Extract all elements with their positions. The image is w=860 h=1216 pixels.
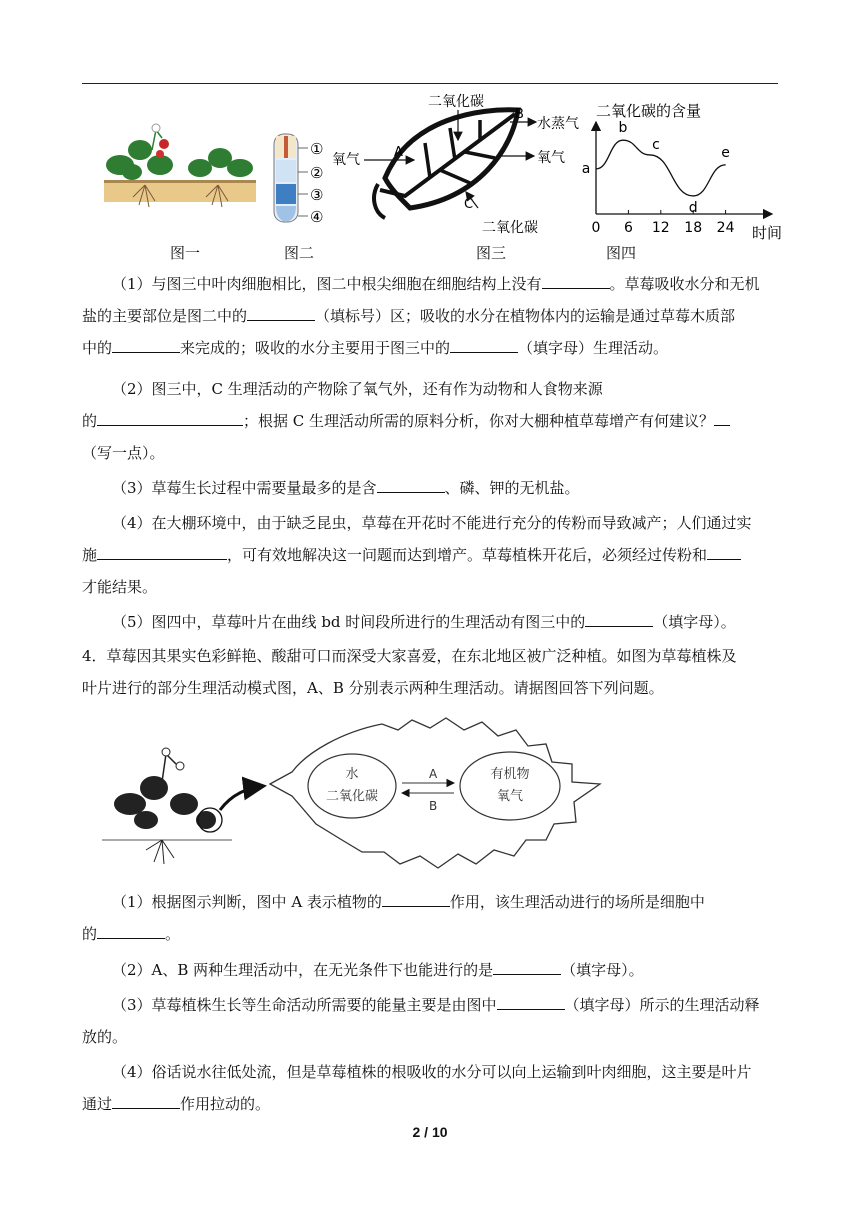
x-tick-label: 18 bbox=[684, 220, 703, 236]
figure-4-co2-chart bbox=[576, 92, 792, 244]
q4-p4-text-c: 作用拉动的。 bbox=[180, 1095, 271, 1113]
q4-p1-text-a: （1）根据图示判断，图中 A 表示植物的 bbox=[112, 893, 382, 911]
page-number: 2 / 10 bbox=[412, 1124, 448, 1140]
header-rule bbox=[82, 83, 778, 84]
a-label: A bbox=[394, 145, 403, 160]
answer-blank[interactable] bbox=[707, 543, 741, 560]
q4-p3-text-a: （3）草莓植株生长等生命活动所需要的能量主要是由图中 bbox=[112, 996, 497, 1014]
answer-blank[interactable] bbox=[112, 336, 180, 353]
q4-part4-line2 bbox=[82, 1088, 778, 1120]
water-vapor-label: 水蒸气 bbox=[537, 116, 579, 132]
co2-top-label: 二氧化碳 bbox=[428, 94, 484, 110]
answer-blank[interactable] bbox=[247, 304, 315, 321]
oxygen-right-label: 氧气 bbox=[537, 150, 565, 166]
co2-curve bbox=[596, 140, 726, 196]
q3-p1-text-b: 。草莓吸收水分和无机 bbox=[609, 275, 760, 293]
q3-p3-text-a: （3）草莓生长过程中需要量最多的是含 bbox=[112, 479, 377, 497]
answer-blank[interactable] bbox=[112, 1092, 180, 1109]
chart-title: 二氧化碳的含量 bbox=[596, 102, 702, 120]
q3-part2 bbox=[82, 373, 778, 405]
oxygen-label: 氧气 bbox=[496, 789, 524, 804]
q3-p4-text-d: 才能结果。 bbox=[82, 578, 158, 596]
curve-point-label-e: e bbox=[721, 144, 730, 161]
q4-intro-line2: 叶片进行的部分生理活动模式图，A、B 分别表示两种生理活动。请据图回答下列问题。 bbox=[82, 679, 664, 697]
q4-part3 bbox=[82, 989, 778, 1021]
curve-point-label-a: a bbox=[581, 160, 591, 177]
q3-p2-text-d: （写一点）。 bbox=[82, 444, 165, 462]
q4-p2-text-a: （2）A、B 两种生理活动中，在无光条件下也能进行的是 bbox=[112, 961, 494, 979]
answer-blank[interactable] bbox=[377, 476, 445, 493]
q4-part2 bbox=[82, 954, 778, 986]
q3-p1-text-d: （填标号）区；吸收的水分在植物体内的运输是通过草莓木质部 bbox=[315, 307, 736, 325]
answer-blank[interactable] bbox=[585, 610, 653, 627]
oxygen-left-label: 氧气 bbox=[332, 152, 360, 168]
q3-part2-line2 bbox=[82, 405, 778, 437]
q3-p1-text-e: 中的 bbox=[82, 339, 113, 357]
q3-p4-text-a: （4）在大棚环境中，由于缺乏昆虫，草莓在开花时不能进行充分的传粉而导致减产；人们通过实 bbox=[112, 514, 752, 532]
arrow-a-label: A bbox=[429, 767, 438, 781]
q4-p4-text-a: （4）俗话说水往低处流，但是草莓植株的根吸收的水分可以向上运输到叶肉细胞，这主要是叶片 bbox=[112, 1063, 752, 1081]
figure-3-leaf-diagram bbox=[330, 88, 590, 238]
x-tick-label: 24 bbox=[716, 220, 735, 236]
q3-p1-text-c: 盐的主要部位是图二中的 bbox=[82, 307, 248, 325]
q3-p5-text-a: （5）图四中，草莓叶片在曲线 bd 时间段所进行的生理活动有图三中的 bbox=[112, 613, 586, 631]
q3-p5-text-b: （填字母）。 bbox=[653, 613, 736, 631]
q4-part1-line2 bbox=[82, 918, 778, 950]
q3-p4-text-b: 施 bbox=[82, 546, 98, 564]
q4-part4 bbox=[82, 1056, 778, 1088]
root-zone-label-4: ④ bbox=[310, 208, 324, 226]
q3-part4 bbox=[82, 507, 778, 539]
c-label: C bbox=[464, 197, 474, 212]
figure-3-caption: 图三 bbox=[476, 244, 507, 262]
answer-blank[interactable] bbox=[542, 272, 610, 289]
answer-blank[interactable] bbox=[97, 922, 165, 939]
figure-1-strawberry-plants bbox=[100, 110, 260, 220]
curve-point-label-d: d bbox=[688, 199, 698, 216]
q3-p2-text-c: ；根据 C 生理活动所需的原料分析，你对大棚种植草莓增产有何建议？ bbox=[243, 412, 715, 430]
root-zone-label-1: ① bbox=[310, 140, 324, 158]
figure-1-caption: 图一 bbox=[170, 244, 201, 262]
answer-blank[interactable] bbox=[97, 409, 243, 426]
q4-part3-line2 bbox=[82, 1021, 778, 1053]
q4-p3-text-b: （填字母）所示的生理活动释 bbox=[564, 996, 760, 1014]
q4-intro-line2-row bbox=[82, 672, 778, 704]
q4-p3-text-c: 放的。 bbox=[82, 1028, 128, 1046]
strawberry-plant-sketch bbox=[102, 748, 264, 864]
answer-blank[interactable] bbox=[493, 958, 561, 975]
answer-blank[interactable] bbox=[382, 890, 450, 907]
q3-p2-text-b: 的 bbox=[82, 412, 98, 430]
x-tick-label: 12 bbox=[651, 220, 670, 236]
water-label: 水 bbox=[345, 767, 359, 782]
q3-part4-line2 bbox=[82, 539, 778, 571]
q3-p2-text-a: （2）图三中，C 生理活动的产物除了氧气外，还有作为动物和人食物来源 bbox=[112, 380, 603, 398]
answer-blank[interactable] bbox=[714, 409, 730, 426]
q3-part1 bbox=[82, 268, 778, 300]
q4-intro-line1: 4．草莓因其果实色彩鲜艳、酸甜可口而深受大家喜爱，在东北地区被广泛种植。如图为草莓植株及 bbox=[82, 647, 737, 665]
x-axis-label: 时间 bbox=[752, 224, 783, 242]
root-zone-label-2: ② bbox=[310, 164, 324, 182]
curve-point-label-c: c bbox=[652, 136, 660, 153]
figure-4-caption: 图四 bbox=[606, 244, 637, 262]
q3-p1-text-a: （1）与图三中叶肉细胞相比，图二中根尖细胞在细胞结构上没有 bbox=[112, 275, 542, 293]
arrow-b-label: B bbox=[429, 799, 438, 813]
answer-blank[interactable] bbox=[497, 993, 565, 1010]
q3-part3 bbox=[82, 472, 778, 504]
co2-label: 二氧化碳 bbox=[325, 789, 379, 804]
x-tick-label: 0 bbox=[591, 220, 601, 236]
q3-part1-line2 bbox=[82, 300, 778, 332]
answer-blank[interactable] bbox=[450, 336, 518, 353]
root-zone-label-3: ③ bbox=[310, 186, 324, 204]
q3-p1-text-f: 来完成的；吸收的水分主要用于图三中的 bbox=[180, 339, 451, 357]
q3-part2-line3 bbox=[82, 437, 778, 469]
b-label: B bbox=[515, 107, 524, 122]
curve-point-label-b: b bbox=[618, 120, 628, 137]
q3-part4-line3 bbox=[82, 571, 778, 603]
q4-p1-text-c: 的 bbox=[82, 925, 98, 943]
q4-p1-text-b: 作用，该生理活动进行的场所是细胞中 bbox=[449, 893, 705, 911]
figure-5-leaf-model bbox=[102, 712, 608, 882]
q3-p3-text-b: 、磷、钾的无机盐。 bbox=[444, 479, 580, 497]
q3-p1-text-g: （填字母）生理活动。 bbox=[518, 339, 669, 357]
q4-part1 bbox=[82, 886, 778, 918]
q3-part1-line3 bbox=[82, 332, 778, 364]
figure-2-caption: 图二 bbox=[284, 244, 315, 262]
q3-p4-text-c: ，可有效地解决这一问题而达到增产。草莓植株开花后，必须经过传粉和 bbox=[227, 546, 708, 564]
q4-intro bbox=[82, 640, 778, 672]
organic-matter-label: 有机物 bbox=[490, 767, 530, 782]
q4-p2-text-b: （填字母）。 bbox=[561, 961, 644, 979]
q4-p4-text-b: 通过 bbox=[82, 1095, 113, 1113]
co2-bottom-label: 二氧化碳 bbox=[482, 220, 538, 236]
x-tick-label: 6 bbox=[623, 220, 633, 236]
answer-blank[interactable] bbox=[97, 543, 227, 560]
q3-part5 bbox=[82, 606, 778, 638]
q4-p1-text-d: 。 bbox=[165, 925, 181, 943]
